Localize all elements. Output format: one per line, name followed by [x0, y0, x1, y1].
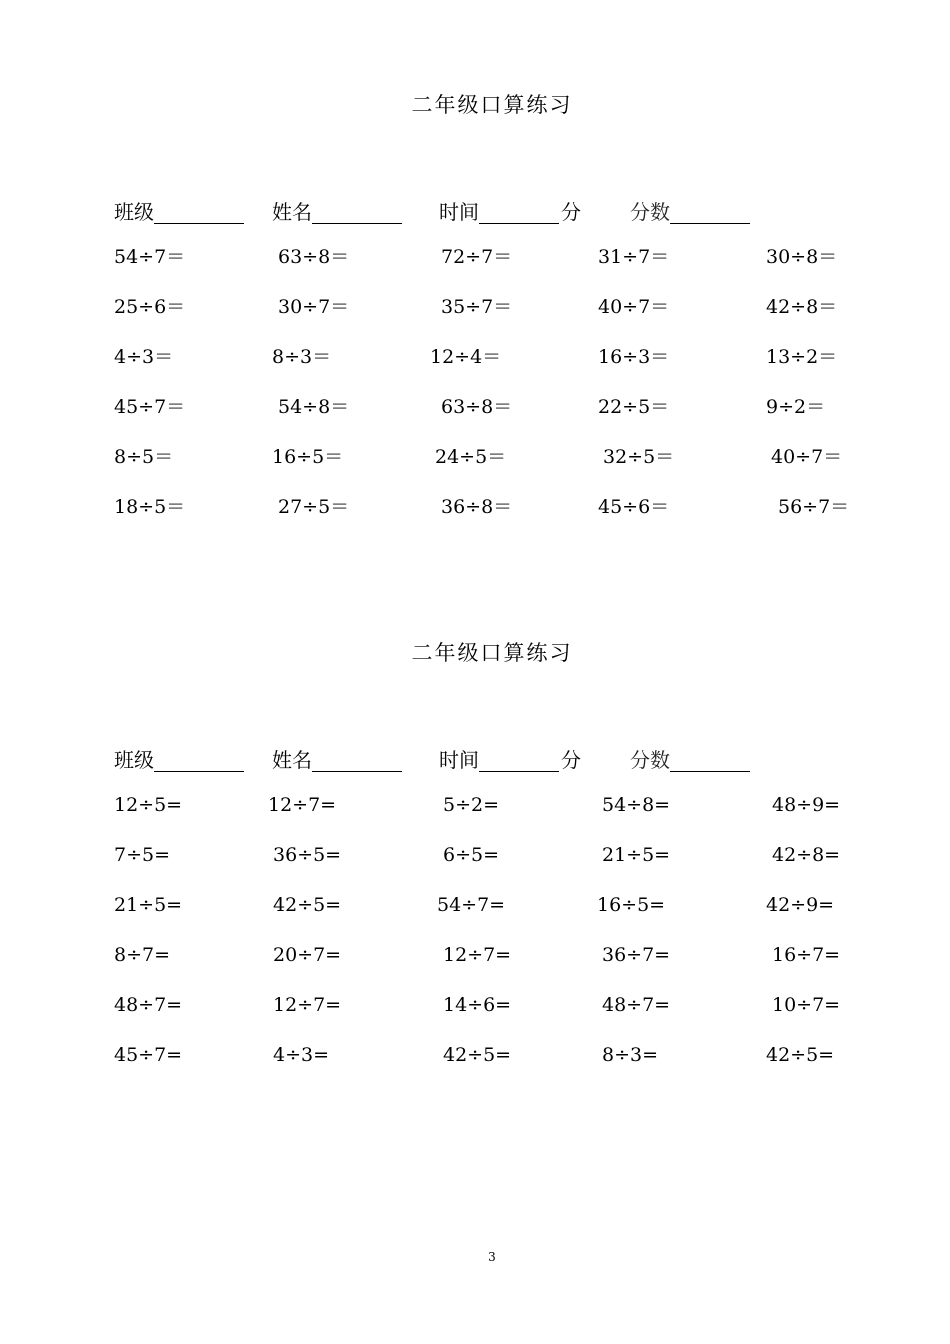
problem-item: 9÷2＝	[766, 396, 826, 418]
problem-item: 27÷5＝	[278, 496, 350, 518]
problem-item: 14÷6=	[443, 994, 512, 1016]
class-label: 班级	[114, 200, 154, 224]
problem-item: 35÷7＝	[441, 296, 513, 318]
problem-item: 36÷8＝	[441, 496, 513, 518]
problem-item: 5÷2=	[443, 794, 500, 816]
class-label: 班级	[114, 748, 154, 772]
problem-item: 30÷7＝	[278, 296, 350, 318]
problem-item: 42÷8＝	[766, 296, 838, 318]
name-field	[272, 740, 402, 774]
time-blank-line[interactable]	[479, 195, 559, 224]
problem-item: 42÷8=	[772, 844, 841, 866]
problem-row	[0, 1040, 950, 1070]
problem-item: 13÷2＝	[766, 346, 838, 368]
problem-item: 8÷3＝	[272, 346, 332, 368]
problem-item: 42÷9=	[766, 894, 835, 916]
problem-item: 24÷5＝	[435, 446, 507, 468]
name-label: 姓名	[272, 200, 312, 224]
problem-row	[0, 292, 950, 322]
problem-item: 31÷7＝	[598, 246, 670, 268]
problem-row	[0, 492, 950, 522]
problem-item: 8÷5＝	[114, 446, 174, 468]
problem-item: 63÷8＝	[441, 396, 513, 418]
problem-item: 7÷5=	[114, 844, 171, 866]
problem-item: 48÷9=	[772, 794, 841, 816]
problem-item: 48÷7=	[602, 994, 671, 1016]
problem-item: 45÷7=	[114, 1044, 183, 1066]
problem-item: 12÷5=	[114, 794, 183, 816]
problem-row	[0, 242, 950, 272]
score-blank-line[interactable]	[670, 195, 750, 224]
page-number: 3	[488, 1250, 496, 1264]
problem-item: 16÷5=	[597, 894, 666, 916]
problem-row	[0, 990, 950, 1020]
problem-row	[0, 392, 950, 422]
problem-item: 20÷7=	[273, 944, 342, 966]
name-blank-line[interactable]	[312, 195, 402, 224]
problem-item: 25÷6＝	[114, 296, 186, 318]
problem-item: 30÷8＝	[766, 246, 838, 268]
time-label: 时间	[439, 748, 479, 772]
problem-item: 54÷8=	[602, 794, 671, 816]
score-blank-line[interactable]	[670, 743, 750, 772]
problem-row	[0, 890, 950, 920]
name-blank-line[interactable]	[312, 743, 402, 772]
problem-item: 4÷3=	[273, 1044, 330, 1066]
problem-item: 45÷7＝	[114, 396, 186, 418]
time-label: 时间	[439, 200, 479, 224]
problem-item: 8÷7=	[114, 944, 171, 966]
problem-item: 63÷8＝	[278, 246, 350, 268]
problem-item: 6÷5=	[443, 844, 500, 866]
score-field	[630, 192, 750, 226]
name-label: 姓名	[272, 748, 312, 772]
section-title: 二年级口算练习	[411, 93, 573, 117]
problem-item: 12÷4＝	[430, 346, 502, 368]
problem-row	[0, 940, 950, 970]
problem-item: 36÷7=	[602, 944, 671, 966]
info-fields-row	[0, 740, 950, 774]
score-field	[630, 740, 750, 774]
problem-item: 16÷5＝	[272, 446, 344, 468]
problem-item: 21÷5=	[602, 844, 671, 866]
problem-item: 16÷7=	[772, 944, 841, 966]
problem-item: 8÷3=	[602, 1044, 659, 1066]
problem-item: 54÷7=	[437, 894, 506, 916]
problem-row	[0, 790, 950, 820]
problem-item: 42÷5=	[766, 1044, 835, 1066]
problem-row	[0, 342, 950, 372]
problem-item: 12÷7=	[273, 994, 342, 1016]
problem-item: 54÷8＝	[278, 396, 350, 418]
problem-item: 56÷7＝	[778, 496, 850, 518]
problem-item: 48÷7=	[114, 994, 183, 1016]
problem-row	[0, 840, 950, 870]
class-field	[114, 192, 244, 226]
class-blank-line[interactable]	[154, 195, 244, 224]
problem-item: 22÷5＝	[598, 396, 670, 418]
score-label: 分数	[630, 200, 670, 224]
problem-item: 45÷6＝	[598, 496, 670, 518]
time-blank-line[interactable]	[479, 743, 559, 772]
problem-item: 40÷7＝	[771, 446, 843, 468]
time-field	[439, 740, 581, 774]
problem-item: 10÷7=	[772, 994, 841, 1016]
time-field	[439, 192, 581, 226]
time-unit-label: 分	[561, 200, 581, 224]
problem-item: 42÷5=	[443, 1044, 512, 1066]
score-label: 分数	[630, 748, 670, 772]
problem-item: 32÷5＝	[603, 446, 675, 468]
problem-item: 40÷7＝	[598, 296, 670, 318]
problem-item: 72÷7＝	[441, 246, 513, 268]
problem-item: 12÷7=	[443, 944, 512, 966]
problem-item: 4÷3＝	[114, 346, 174, 368]
problem-item: 54÷7＝	[114, 246, 186, 268]
info-fields-row	[0, 192, 950, 226]
problem-item: 16÷3＝	[598, 346, 670, 368]
name-field	[272, 192, 402, 226]
time-unit-label: 分	[561, 748, 581, 772]
class-field	[114, 740, 244, 774]
problem-item: 21÷5=	[114, 894, 183, 916]
problem-item: 36÷5=	[273, 844, 342, 866]
section-title: 二年级口算练习	[411, 641, 573, 665]
problem-item: 12÷7=	[268, 794, 337, 816]
problem-item: 42÷5=	[273, 894, 342, 916]
problem-row	[0, 442, 950, 472]
problem-item: 18÷5＝	[114, 496, 186, 518]
class-blank-line[interactable]	[154, 743, 244, 772]
